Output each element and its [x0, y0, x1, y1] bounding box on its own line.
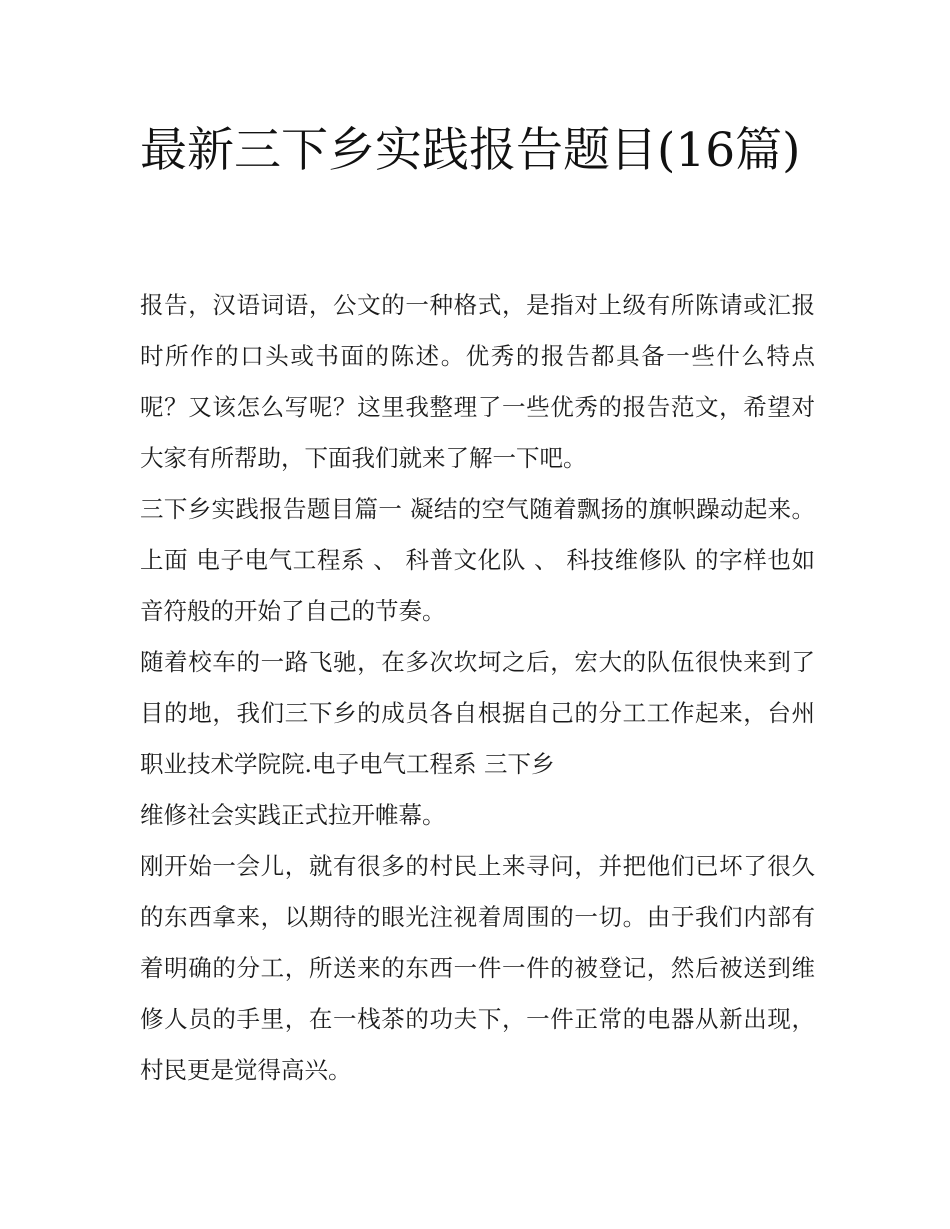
activity-start-paragraph: 维修社会实践正式拉开帷幕。 — [140, 801, 446, 829]
villagers-repair-paragraph: 刚开始一会儿，就有很多的村民上来寻问，并把他们已坏了很久的东西拿来，以期待的眼光注视着周围的一切。由于我们内部有着明确的分工，所送来的东西一件一件的被登记，然后被送到维修人员的手里，在一栈茶的功夫下，一件正常的电器从新出现，村民更是觉得高兴。 — [140, 852, 815, 1084]
document-body — [140, 280, 815, 1096]
intro-paragraph: 报告，汉语词语，公文的一种格式，是指对上级有所陈请或汇报时所作的口头或书面的陈述。优秀的报告都具备一些什么特点呢？又该怎么写呢？这里我整理了一些优秀的报告范文，希望对大家有所帮助，下面我们就来了解一下吧。 — [140, 291, 815, 472]
article-one-opening-paragraph: 三下乡实践报告题目篇一 凝结的空气随着飘扬的旗帜躁动起来。上面 电子电气工程系 、 科普文化队 、 科技维修队 的字样也如音符般的开始了自己的节奏。 — [140, 495, 815, 625]
document-title: 最新三下乡实践报告题目(16篇) — [140, 123, 801, 178]
arrival-paragraph: 随着校车的一路飞驰，在多次坎坷之后，宏大的队伍很快来到了目的地，我们三下乡的成员各自根据自己的分工工作起来，台州职业技术学院院.电子电气工程系 三下乡 — [140, 648, 815, 778]
